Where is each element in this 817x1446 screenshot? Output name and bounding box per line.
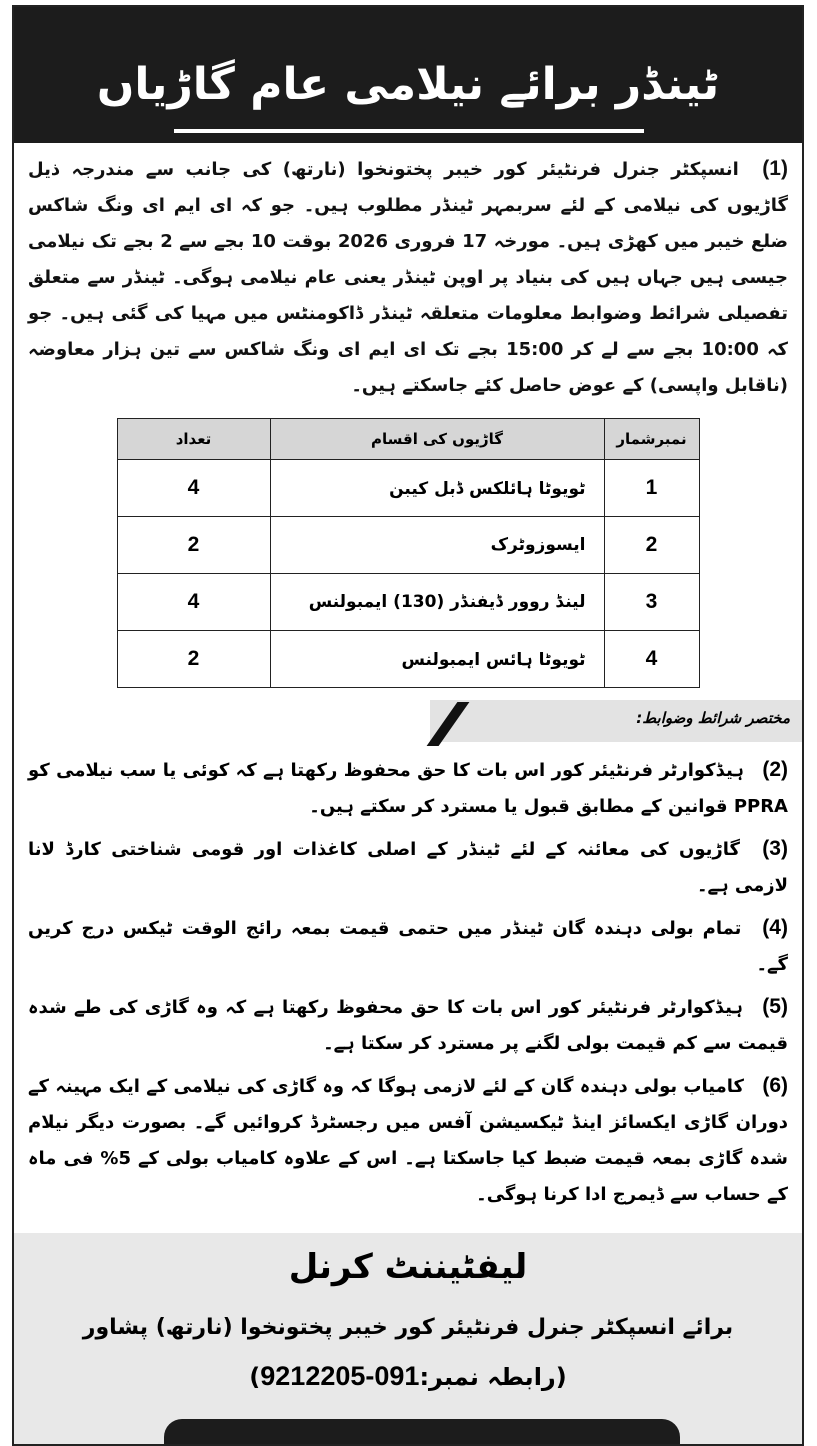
term-text: کامیاب بولی دہندہ گان کے لئے لازمی ہوگا کہ وہ گاڑی کی نیلامی کے ایک مہینہ کے دوران گاڑی ایکسائز اینڈ ٹیکسیشن آفس میں رجسٹرڈ کروائیں گے۔ بصورت دیگر نیلام شدہ گاڑی بمعہ قیمت ضبط کیا جاسکتا ہے۔ اس کے علاوہ کامیاب بولی کے 5% فی ماہ کے حساب سے ڈیمرج ادا کرنا ہوگی۔: [28, 1076, 789, 1205]
row-type: لینڈ روور ڈیفنڈر (130) ایمبولنس: [270, 574, 604, 631]
table-row: [117, 460, 699, 517]
row-serial: 2: [604, 517, 699, 574]
item-number: (5): [762, 995, 788, 1018]
item-number: (6): [762, 1074, 788, 1097]
row-type: ٹویوٹا ہائس ایمبولنس: [270, 631, 604, 688]
row-serial: 4: [604, 631, 699, 688]
item-number: (1): [762, 157, 788, 180]
table-header-row: [117, 419, 699, 460]
row-qty: 2: [117, 517, 270, 574]
notice-title: ٹینڈر برائے نیلامی عام گاڑیاں: [96, 59, 720, 110]
contact-line: (رابطہ نمبر:091-9212205): [249, 1361, 567, 1391]
table-row: [117, 631, 699, 688]
row-qty: 4: [117, 460, 270, 517]
header-qty: تعداد: [117, 419, 270, 460]
term-text: ہیڈکوارٹر فرنٹیئر کور اس بات کا حق محفوظ رکھتا ہے کہ وہ گاڑی کی طے شدہ قیمت سے کم قیمت بولی لگنے پر مسترد کر سکتا ہے۔: [28, 997, 788, 1054]
contact-label: رابطہ نمبر:: [419, 1363, 556, 1391]
header-serial: نمبرشمار: [604, 419, 699, 460]
row-qty: 4: [117, 574, 270, 631]
vehicles-table: [117, 418, 700, 688]
row-serial: 1: [604, 460, 699, 517]
intro-text: انسپکٹر جنرل فرنٹیئر کور خیبر پختونخوا (نارتھ) کی جانب سے مندرجہ ذیل گاڑیوں کی نیلامی کے لئے سربمہر ٹینڈر مطلوب ہیں۔ جو کہ ای ایم ای ونگ شاکس ضلع خیبر میں کھڑی ہیں۔ مورخہ 17 فروری 2026 بوقت 10 بجے سے 2 بجے تک نیلامی جیسی ہیں جہاں ہیں کی بنیاد پر اوپن ٹینڈر یعنی عام نیلامی ہوگی۔ ٹینڈر سے متعلق تفصیلی شرائط وضوابط معلومات متعلقہ ٹینڈر ڈاکومنٹس میں مہیا کی گئی ہیں۔ جو کہ 10:00 بجے سے لے کر 15:00 بجے تک ای ایم ای ونگ شاکس سے تین ہزار معاوضہ (ناقابل واپسی) کے عوض حاصل کئے جاسکتے ہیں۔: [28, 159, 788, 396]
term-item: [28, 1068, 788, 1213]
term-item: [28, 831, 788, 904]
term-text: ہیڈکوارٹر فرنٹیئر کور اس بات کا حق محفوظ رکھتا ہے کہ کوئی یا سب نیلامی کو PPRA قوانین کے مطابق قبول یا مسترد کر سکتے ہیں۔: [28, 760, 788, 817]
row-type: ایسوزوٹرک: [270, 517, 604, 574]
terms-heading-block: [14, 700, 802, 746]
term-item: [28, 989, 788, 1062]
issuing-office: برائے انسپکٹر جنرل فرنٹیئر کور خیبر پختونخوا (نارتھ) پشاور: [82, 1315, 734, 1340]
footer-bar: [164, 1419, 680, 1444]
row-type: ٹویوٹا ہائلکس ڈبل کیبن: [270, 460, 604, 517]
signatory-title: لیفٹیننٹ کرنل: [288, 1247, 528, 1287]
header-type: گاڑیوں کی اقسام: [270, 419, 604, 460]
item-number: (4): [762, 916, 788, 939]
term-item: [28, 752, 788, 825]
terms-heading: مختصر شرائط وضوابط:: [636, 709, 790, 727]
table-row: [117, 574, 699, 631]
term-text: تمام بولی دہندہ گان ٹینڈر میں حتمی قیمت بمعہ رائج الوقت ٹیکس درج کریں گے۔: [28, 918, 788, 975]
table-row: [117, 517, 699, 574]
term-text: گاڑیوں کی معائنہ کے لئے ٹینڈر کے اصلی کاغذات اور قومی شناختی کارڈ لانا لازمی ہے۔: [28, 839, 788, 896]
row-serial: 3: [604, 574, 699, 631]
title-underline: [174, 129, 644, 133]
term-item: [28, 910, 788, 983]
contact-phone: 091-9212205: [260, 1361, 420, 1391]
signature-block: [14, 1233, 802, 1444]
item-number: (3): [762, 837, 788, 860]
intro-paragraph: [28, 151, 788, 404]
title-banner: [14, 7, 802, 143]
row-qty: 2: [117, 631, 270, 688]
spacer: [14, 1213, 802, 1233]
tender-notice: [12, 5, 804, 1446]
item-number: (2): [762, 758, 788, 781]
